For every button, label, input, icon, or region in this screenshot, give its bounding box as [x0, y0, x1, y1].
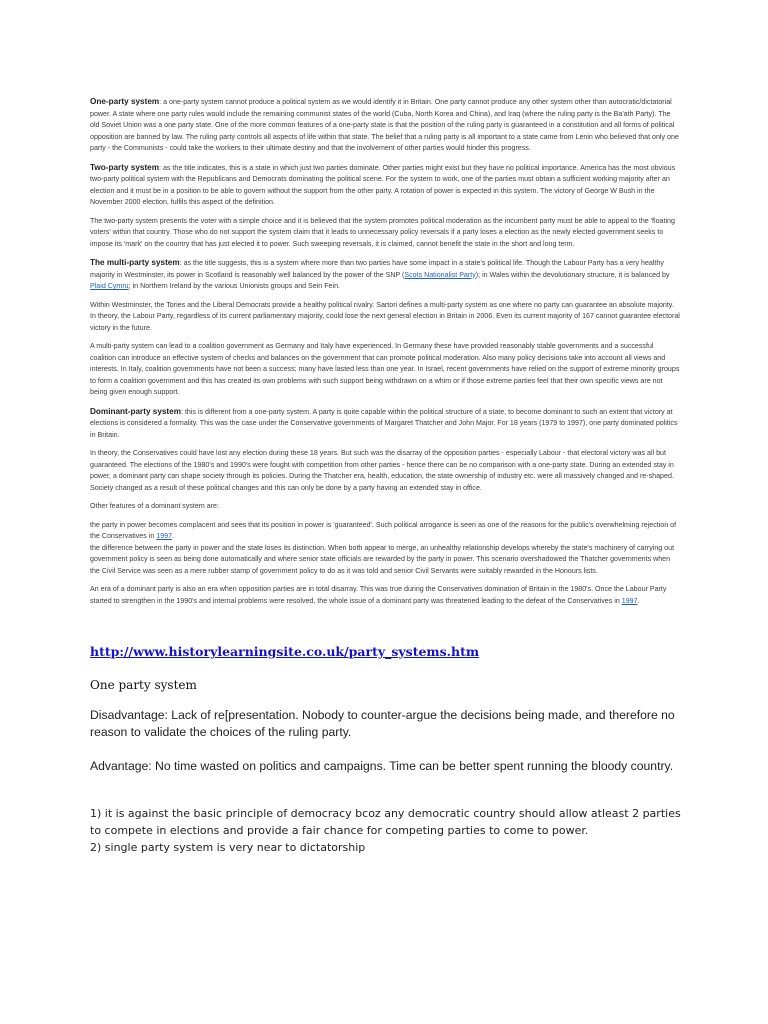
two-party-paragraph: Two-party system: as the title indicates, this is a state in which just two parties dominate. Other parties might exist but they have no political importance. America has the most obvious two-party political system with the Republicans and Democrats dominating the political scene. For the system to work, one of the parties must obtain a sufficient working majority after an election and it must be in a position to be able to govern without the support from the other party. A rotation of power is expected in this system. The victory of George W Bush in the November 2000 election, fulfils this aspect of the definition. [90, 162, 676, 206]
advantage-text: Advantage: No time wasted on politics and campaigns. Time can be better spent running the bloody country. [90, 759, 674, 773]
two-party-paragraph-2: The two-party system presents the voter with a simple choice and it is believed that the system promotes political moderation as the incumbent party must be able to appeal to the 'floating voters' within that country. Those who do not support the system claim that it leads to unnecessary policy reversals if a party loses a election as the newly elected government seeks to impose its 'mark' on the country that has just elected it to power. Such sweeping reversals, it is claimed, cannot benefit the state in the short and long term. [90, 216, 675, 248]
two-party-heading: Two-party system [90, 162, 160, 172]
year-1997-link[interactable]: 1997 [621, 596, 638, 605]
multi-party-paragraph-3: A multi-party system can lead to a coalition government as Germany and Italy have experienced. In Germany these have provided reasonably stable governments and a successful coalition can introduce an effective system of checks and balances on the government that can promote political moderation. Also many policy decisions take into account all views and interests. In Italy, coalition governments have not been a success; many have lasted less than one year. In Israel, recent governments have relied on the support of extreme minority groups to form a coalition government and this has created its own problems with such support being withdrawn on a whim or if those extreme parties feel that their own specific views are not being given enough support. [90, 342, 680, 396]
plaid-cymru-link[interactable]: Plaid Cymru [90, 282, 129, 290]
features-intro: Other features of a dominant system are: [90, 502, 219, 510]
article-excerpt [90, 96, 680, 614]
one-party-paragraph: One-party system: a one-party system cannot produce a political system as we would identify it in Britain. One party cannot produce any other system other than autocratic/dictatorial power. A state where one party rules would include the remaining communist states of the world (Cuba, North Korea and China), and Iraq (where the ruling party is the Ba'ath Party). The old Soviet Union was a one party state. One of the more common features of a one-party state is that the position of the ruling party is guaranteed in a constitution and all forms of political opposition are banned by law. The ruling party controls all aspects of life within that state. The belief that a ruling party is all important to a state came from Lenin who believed that only one party - the Communists - could take the workers to their ultimate destiny and that the involvement of other parties would hinder this progress. [90, 97, 679, 152]
multi-party-paragraph-2: Within Westminster, the Tories and the Liberal Democrats provide a healthy political rivalry. Sartori defines a multi-party system as one where no party can guarantee an absolute majority. In theory, the Labour Party, regardless of its current parliamentary majority, could lose the next general election in Britain in 2006. Even its current majority of 167 cannot guarantee electoral victory in the future. [90, 300, 680, 332]
source-url-link[interactable]: http://www.historylearningsite.co.uk/party_systems.htm [90, 644, 480, 659]
feature-item-2: the difference between the party in power and the state loses its distinction. When both appear to merge, an unhealthy relationship develops whereby the state's machinery of carrying out government policy is seen as being done automatically and where senior state officials are rewarded by the party in power. This scenario overshadowed the Thatcher governments when the Civil Service was seen as a mere rubber stamp of government policy to do as it was told and senior Civil Servants were suitably rewarded in the Honours lists. [90, 543, 675, 575]
dominant-party-heading: Dominant-party system [90, 406, 181, 416]
dominant-party-paragraph: Dominant-party system: this is different from a one-party system. A party is quite capable within the political structure of a state, to become dominant to such an extent that victory at elections is considered a formality. This was the case under the Conservative governments of Margaret Thatcher and John Major. For 18 years (1979 to 1997), one party dominated politics in Britain. [90, 406, 678, 439]
snp-link[interactable]: Scots Nationalist Party [404, 270, 476, 279]
point-2-text: 2) single party system is very near to dictatorship [90, 841, 366, 854]
one-party-heading: One-party system [90, 97, 160, 106]
multi-party-heading: The multi-party system [90, 258, 180, 267]
year-1997-link[interactable]: 1997 [156, 532, 173, 540]
dominant-party-closing-paragraph: An era of a dominant party is also an era when opposition parties are in total disarray. This was true during the Conservatives domination of Britain in the 1980's. Once the Labour Party started to strengthen in the 1990's and internal problems were resolved, the whole issue of a dominant party was threatened leading to the defeat of the Conservatives in 1997. [90, 585, 667, 605]
point-1-text: 1) it is against the basic principle of democracy bcoz any democratic country should allow atleast 2 parties to compete in elections and provide a fair chance for competing parties to come to power. [90, 807, 681, 837]
multi-party-paragraph: The multi-party system: as the title suggests, this is a system where more than two parties have some impact in a state's political life. Though the Labour Party has a very healthy majority in Westminster, its power in Scotland is reasonably well balanced by the power of the SNP (Scots Nationalist Party); in Wales within the devolutionary structure, it is balanced by Plaid Cymru; in Northern Ireland by the various Unionists groups and Sein Fein. [90, 258, 670, 290]
disadvantage-text: Disadvantage: Lack of re[presentation. Nobody to counter-argue the decisions being made, and therefore no reason to validate the choices of the ruling party. [90, 708, 675, 739]
dominant-party-paragraph-2: In theory, the Conservatives could have lost any election during these 18 years. But such was the disarray of the opposition parties - especially Labour - that electoral victory was all but guaranteed. The elections of the 1980's and 1990's were fought with competition from other parties - hence there can be no comparison with a one-party state. During an extended stay in power, a dominant party can shape society through its policies. During the Thatcher era, health, education, the state ownership of industry etc. were all massively changed and re-shaped. Society changed as a result of these political changes and this can only be done by a party having an extended stay in office. [90, 449, 674, 492]
notes-heading: One party system [90, 678, 197, 692]
feature-item-1: the party in power becomes complacent and sees that its position in power is 'guaranteed'. Such political arrogance is seen as one of the reasons for the public's overwhelming rejection of the Conservatives in 1997. [90, 520, 677, 540]
